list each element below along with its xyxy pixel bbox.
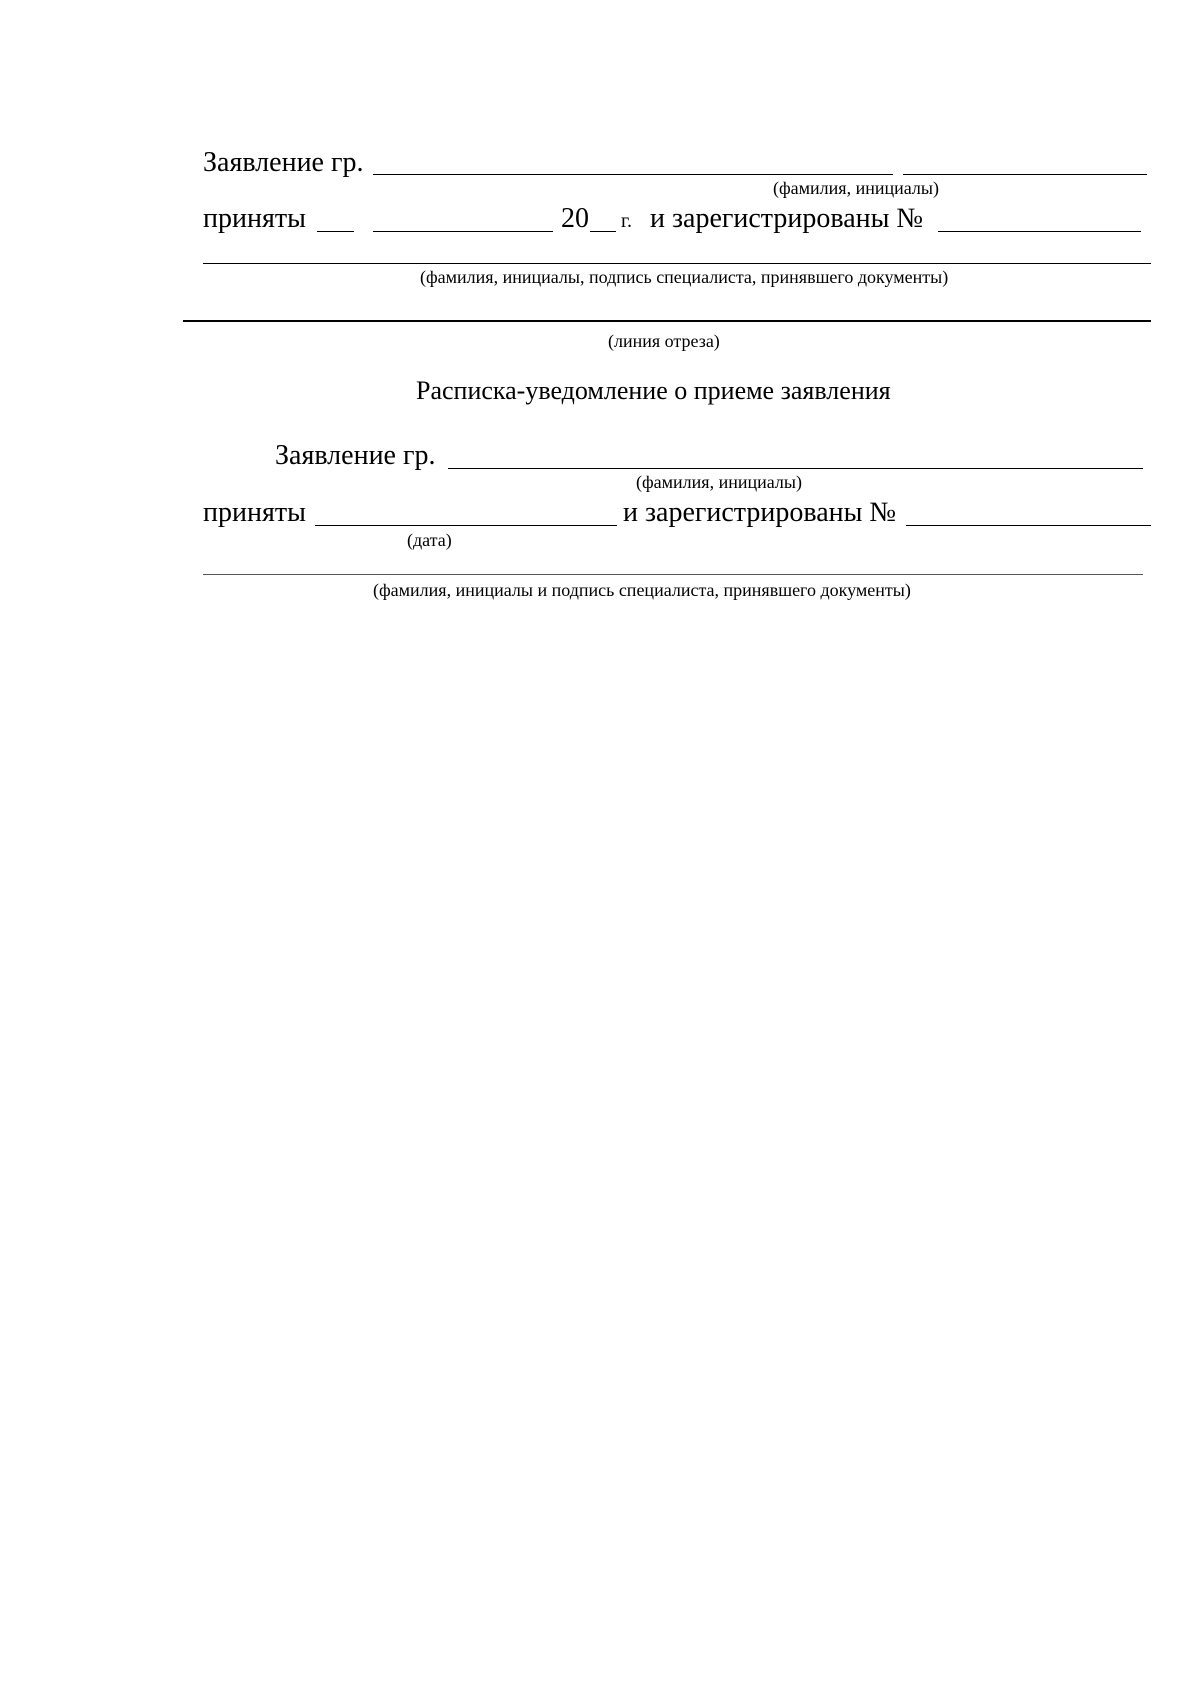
receipt-reg-number-field-line[interactable] — [906, 525, 1151, 526]
top-statement-label: Заявление гр. — [203, 147, 364, 178]
top-specialist-caption: (фамилия, инициалы, подпись специалиста, принявшего документы) — [420, 267, 949, 287]
top-year-field-line[interactable] — [590, 231, 616, 232]
receipt-registered-label: и зарегистрированы № — [623, 497, 897, 528]
top-year-suffix: г. — [621, 210, 632, 232]
receipt-specialist-caption: (фамилия, инициалы и подпись специалиста, принявшего документы) — [373, 580, 911, 600]
top-name-caption: (фамилия, инициалы) — [773, 178, 939, 198]
top-month-field-line[interactable] — [373, 231, 553, 232]
receipt-accepted-label: приняты — [203, 497, 306, 528]
top-registered-label: и зарегистрированы № — [650, 203, 924, 234]
top-year-prefix: 20 — [561, 203, 589, 234]
receipt-specialist-field-line[interactable] — [203, 574, 1143, 575]
top-day-field-line[interactable] — [317, 231, 354, 232]
cut-line — [183, 320, 1151, 322]
receipt-date-field-line[interactable] — [315, 525, 617, 526]
receipt-date-caption: (дата) — [407, 530, 452, 550]
top-specialist-field-line[interactable] — [203, 263, 1151, 264]
receipt-title: Расписка-уведомление о приеме заявления — [416, 376, 891, 405]
cut-line-caption: (линия отреза) — [608, 331, 720, 351]
top-accepted-label: приняты — [203, 203, 306, 234]
receipt-name-caption: (фамилия, инициалы) — [636, 472, 802, 492]
top-reg-number-field-line[interactable] — [938, 231, 1141, 232]
top-name-field-line-2[interactable] — [903, 174, 1147, 175]
receipt-statement-label: Заявление гр. — [275, 440, 436, 471]
top-name-field-line[interactable] — [373, 174, 893, 175]
receipt-name-field-line[interactable] — [448, 468, 1143, 469]
